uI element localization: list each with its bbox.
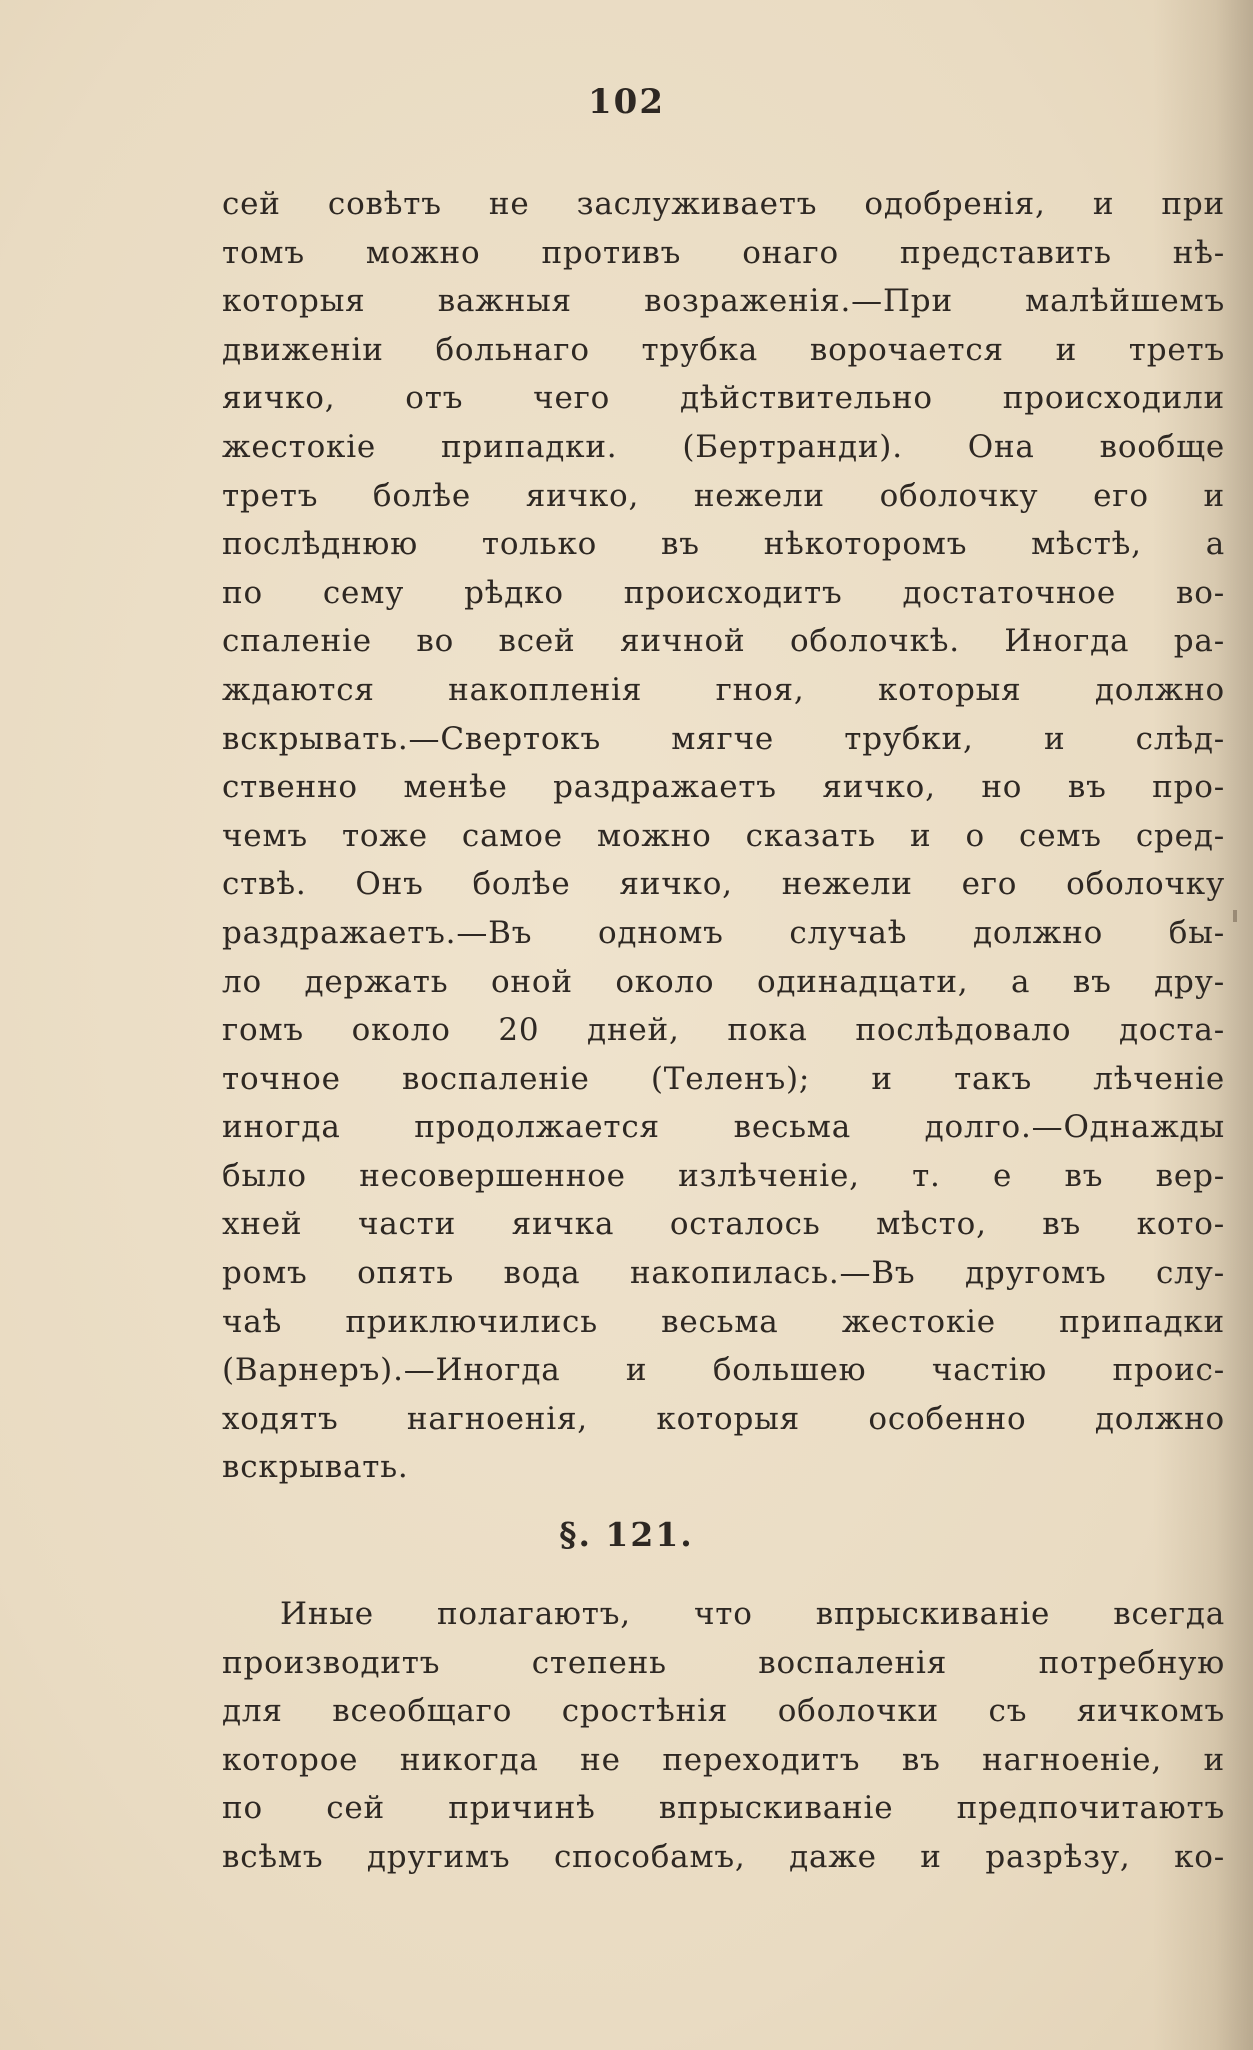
text-line: ствѣ. Онъ болѣе яичко, нежели его оболочку [222, 866, 1225, 903]
text-line: всѣмъ другимъ способамъ, даже и разрѣзу, ко- [222, 1838, 1225, 1875]
text-line: ромъ опять вода накопилась.—Въ другомъ слу- [222, 1255, 1225, 1292]
text-line: которыя важныя возраженія.—При малѣйшемъ [222, 283, 1225, 320]
text-line: раздражаетъ.—Въ одномъ случаѣ должно бы- [222, 914, 1225, 951]
text-line: третъ болѣе яичко, нежели оболочку его и [222, 477, 1225, 514]
text-line: по сей причинѣ впрыскиваніе предпочитаютъ [222, 1790, 1225, 1827]
text-line: производитъ степень воспаленія потребную [222, 1644, 1225, 1681]
paragraph-continued [222, 180, 1225, 1492]
text-line: по сему рѣдко происходитъ достаточное во- [222, 574, 1225, 611]
text-line: было несовершенное излѣченіе, т. е въ вер- [222, 1157, 1225, 1194]
text-line: иногда продолжается весьма долго.—Однажды [222, 1109, 1225, 1146]
text-line: яичко, отъ чего дѣйствительно происходили [222, 380, 1225, 417]
text-line: вскрывать. [222, 1449, 409, 1486]
paragraph-section-121 [222, 1590, 1225, 1882]
text-line: ственно менѣе раздражаетъ яичко, но въ про- [222, 769, 1225, 806]
text-line: ждаются накопленія гноя, которыя должно [222, 671, 1225, 708]
text-line: которое никогда не переходитъ въ нагноеніе, и [222, 1741, 1225, 1778]
text-line: точное воспаленіе (Теленъ); и такъ лѣченіе [222, 1060, 1225, 1097]
text-line: (Варнеръ).—Иногда и большею частію проис- [222, 1352, 1225, 1389]
text-line: спаленіе во всей яичной оболочкѣ. Иногда ра- [222, 623, 1225, 660]
text-line: вскрывать.—Свертокъ мягче трубки, и слѣд- [222, 720, 1225, 757]
page-number: 102 [588, 82, 665, 122]
text-line: гомъ около 20 дней, пока послѣдовало доста- [222, 1012, 1225, 1049]
section-heading: §. 121. [559, 1515, 694, 1554]
text-line: движеніи больнаго трубка ворочается и третъ [222, 331, 1225, 368]
text-line: хней части яичка осталось мѣсто, въ кото- [222, 1206, 1225, 1243]
text-line: томъ можно противъ онаго представить нѣ- [222, 234, 1225, 271]
text-line: ходятъ нагноенія, которыя особенно должно [222, 1400, 1225, 1437]
text-line: для всеобщаго сростѣнія оболочки съ яичкомъ [222, 1693, 1225, 1730]
text-line: чаѣ приключились весьма жестокіе припадки [222, 1303, 1225, 1340]
text-line: чемъ тоже самое можно сказать и о семъ сред- [222, 817, 1225, 854]
text-line: сей совѣтъ не заслуживаетъ одобренія, и при [222, 186, 1225, 222]
text-line: Иные полагаютъ, что впрыскиваніе всегда [280, 1596, 1225, 1632]
text-line: ло держать оной около одинадцати, а въ дру- [222, 963, 1225, 1000]
text-line: послѣднюю только въ нѣкоторомъ мѣстѣ, а [222, 526, 1225, 563]
text-line: жестокіе припадки. (Бертранди). Она вообще [222, 428, 1225, 465]
margin-mark [1233, 910, 1237, 922]
